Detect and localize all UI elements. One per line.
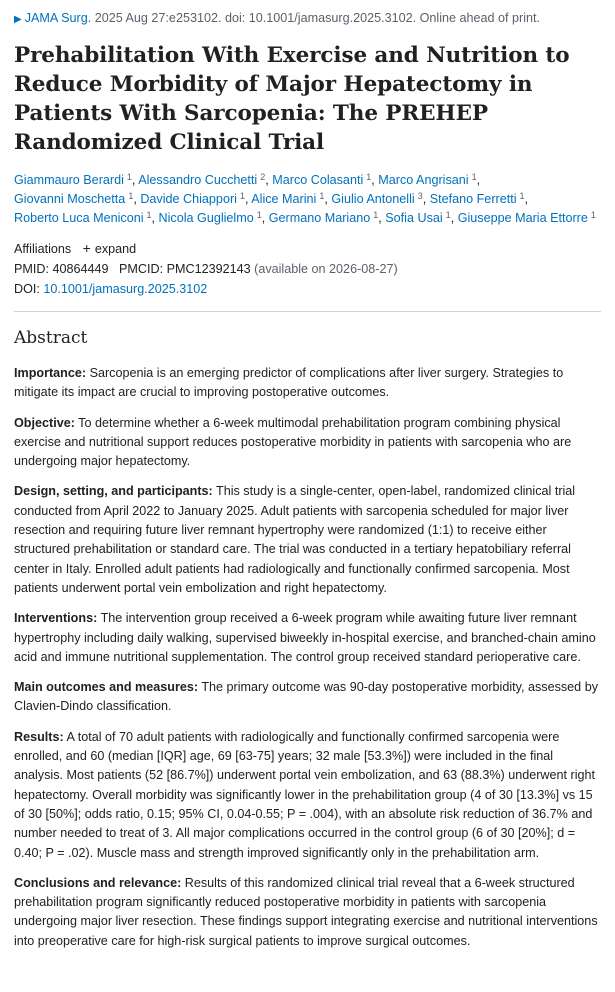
- journal-link[interactable]: JAMA Surg.: [24, 11, 92, 25]
- article-title: Prehabilitation With Exercise and Nutrition to Reduce Morbidity of Major Hepatectomy in Patients With Sarcopenia: The PREHEP Randomized Clinical Trial: [14, 43, 570, 155]
- pmcid-note: (available on 2026-08-27): [254, 262, 398, 276]
- author-item: [269, 211, 379, 225]
- abstract-section-label: Importance:: [14, 366, 87, 380]
- author-item: [430, 192, 525, 206]
- doi-row: [14, 279, 601, 299]
- pmcid-value: PMC12392143: [166, 262, 251, 276]
- author-affiliation-number[interactable]: 1: [519, 191, 525, 201]
- author-item: [159, 211, 262, 225]
- author-link[interactable]: Giulio Antonelli: [331, 192, 415, 206]
- abstract-body: [14, 364, 601, 951]
- author-separator: ,: [450, 211, 458, 225]
- author-item: [378, 173, 476, 187]
- abstract-section-text: Results of this randomized clinical trial reveal that a 6-week structured prehabilitation program significantly reduced postoperative morbidity in patients with sarcopenia undergoing major liver resection. These findings support integrating exercise and nutritional interventions into preoperative care for high-risk surgical patients to improve surgical outcomes.: [14, 875, 598, 948]
- author-separator: ,: [371, 173, 379, 187]
- author-item: [272, 173, 371, 187]
- author-separator: ,: [131, 173, 139, 187]
- author-affiliation-number[interactable]: 1: [471, 172, 477, 182]
- abstract-section-label: Objective:: [14, 415, 75, 430]
- author-link[interactable]: Nicola Guglielmo: [158, 211, 254, 225]
- author-link[interactable]: Giammauro Berardi: [14, 173, 124, 187]
- abstract-section: [14, 609, 601, 667]
- author-affiliation-number[interactable]: 1: [445, 210, 451, 220]
- abstract-section-label: Main outcomes and measures:: [14, 680, 199, 695]
- abstract-section-text: The primary outcome was 90-day postoperative morbidity, assessed by Clavien-Dindo classification.: [14, 680, 598, 714]
- abstract-section-text: The intervention group received a 6-week program while awaiting future liver remnant hypertrophy including daily walking, supervised biweekly in-hospital exercise, and branched-chain amino acid and immune nutritional supplementation. The control group received standard perioperative care.: [14, 611, 596, 664]
- abstract-section-label: Interventions:: [14, 611, 98, 626]
- citation-details: 2025 Aug 27:e253102. doi: 10.1001/jamasurg.2025.3102. Online ahead of print.: [91, 11, 541, 25]
- author-item: [458, 211, 596, 225]
- abstract-section-text: A total of 70 adult patients with radiologically and functionally confirmed sarcopenia were enrolled, and 60 (median [IQR] age, 69 [63-75] years; 32 male [53.3%]) were included in the final analysis. Most patients (52 [86.7%]) underwent portal vein embolization, and 63 (88.3%) underwent right hepatectomy. Overall morbidity was significantly lower in the prehabilitation group (4 of 30 [13.3%] vs 15 of 30 [50%]; odds ratio, 0.15; 95% CI, 0.04-0.55; P = .004), with an absolute risk reduction of 36.7% and number needed to treat of 3. All major complications occurred in the control group (6 of 30 [20%]; d = 0.40; P = .02). Muscle mass and strength improved significantly only in the prehabilitation arm.: [14, 729, 596, 860]
- pmid-value: 40864449: [52, 262, 109, 276]
- author-separator: ,: [261, 211, 269, 225]
- author-link[interactable]: Roberto Luca Meniconi: [14, 211, 144, 225]
- author-link[interactable]: Marco Angrisani: [378, 173, 469, 187]
- pmid-row: [14, 259, 601, 279]
- author-item: [14, 173, 132, 187]
- identifiers: [14, 259, 601, 299]
- abstract-section-text: Sarcopenia is an emerging predictor of complications after liver surgery. Strategies to mitigate its impact are crucial to improving postoperative outcomes.: [14, 366, 564, 400]
- author-separator: ,: [476, 173, 481, 187]
- author-link[interactable]: Marco Colasanti: [272, 173, 364, 187]
- author-affiliation-number[interactable]: 1: [590, 210, 596, 220]
- author-item: [138, 173, 265, 187]
- author-separator: ,: [133, 192, 141, 206]
- author-item: [331, 192, 422, 206]
- abstract-section-text: This study is a single-center, open-label, randomized clinical trial conducted from April 2022 to January 2025. Adult patients with sarcopenia scheduled for major liver resection and requiring future liver remnant hypertrophy were randomized (1:1) to receive either structured prehabilitation or standard care. The trial was conducted in a tertiary hepatobiliary referral center in Italy. Enrolled adult patients had radiologically and functionally confirmed sarcopenia. Most patients underwent portal vein embolization and right hepatectomy.: [14, 484, 576, 595]
- abstract-section: [14, 678, 601, 717]
- abstract-heading: Abstract: [14, 328, 88, 348]
- author-link[interactable]: Stefano Ferretti: [429, 192, 517, 206]
- pmcid-label: PMCID:: [119, 262, 167, 276]
- doi-link[interactable]: 10.1001/jamasurg.2025.3102: [43, 282, 208, 296]
- citation-line: [14, 9, 601, 29]
- pmid-label: PMID:: [14, 262, 53, 276]
- divider: [14, 311, 601, 312]
- author-separator: ,: [378, 211, 386, 225]
- abstract-section: [14, 364, 601, 403]
- abstract-section: [14, 728, 601, 863]
- author-item: [251, 192, 324, 206]
- author-link[interactable]: Giuseppe Maria Ettorre: [457, 211, 588, 225]
- chevron-right-icon: ▶: [14, 14, 22, 25]
- abstract-section-label: Design, setting, and participants:: [14, 484, 213, 499]
- author-affiliation-number[interactable]: 2: [260, 172, 266, 182]
- author-affiliation-number[interactable]: 1: [319, 191, 325, 201]
- author-affiliation-number[interactable]: 1: [373, 210, 379, 220]
- abstract-section: [14, 482, 601, 598]
- author-separator: ,: [422, 192, 430, 206]
- author-item: [385, 211, 450, 225]
- author-separator: ,: [151, 211, 159, 225]
- author-affiliation-number[interactable]: 1: [366, 172, 372, 182]
- author-link[interactable]: Germano Mariano: [268, 211, 371, 225]
- author-separator: ,: [524, 192, 529, 206]
- affiliations-row: [14, 239, 601, 259]
- author-affiliation-number[interactable]: 1: [256, 210, 262, 220]
- author-separator: ,: [244, 192, 252, 206]
- doi-label: DOI:: [14, 282, 44, 296]
- author-affiliation-number[interactable]: 1: [126, 172, 132, 182]
- author-link[interactable]: Alessandro Cucchetti: [138, 173, 258, 187]
- author-affiliation-number[interactable]: 3: [417, 191, 423, 201]
- abstract-section-label: Conclusions and relevance:: [14, 875, 182, 890]
- plus-icon: +: [82, 240, 91, 256]
- author-affiliation-number[interactable]: 1: [239, 191, 245, 201]
- abstract-section-text: To determine whether a 6-week multimodal prehabilitation program combining physical exercise and nutritional support reduces postoperative morbidity in patients with sarcopenia who are undergoing major hepatectomy.: [14, 415, 572, 469]
- abstract-section: [14, 414, 601, 472]
- author-link[interactable]: Sofia Usai: [385, 211, 443, 225]
- author-link[interactable]: Alice Marini: [251, 192, 317, 206]
- author-separator: ,: [265, 173, 273, 187]
- affiliations-expand-button[interactable]: [83, 242, 137, 256]
- expand-label: expand: [94, 242, 137, 256]
- affiliations-label: Affiliations: [14, 242, 72, 256]
- author-affiliation-number[interactable]: 1: [146, 210, 152, 220]
- author-link[interactable]: Giovanni Moschetta: [14, 192, 126, 206]
- author-item: [14, 211, 152, 225]
- author-separator: ,: [324, 192, 332, 206]
- author-link[interactable]: Davide Chiappori: [140, 192, 237, 206]
- abstract-section: [14, 874, 601, 951]
- author-list: [14, 171, 601, 228]
- author-affiliation-number[interactable]: 1: [128, 191, 134, 201]
- abstract-section-label: Results:: [14, 729, 64, 744]
- author-item: [14, 192, 133, 206]
- author-item: [140, 192, 245, 206]
